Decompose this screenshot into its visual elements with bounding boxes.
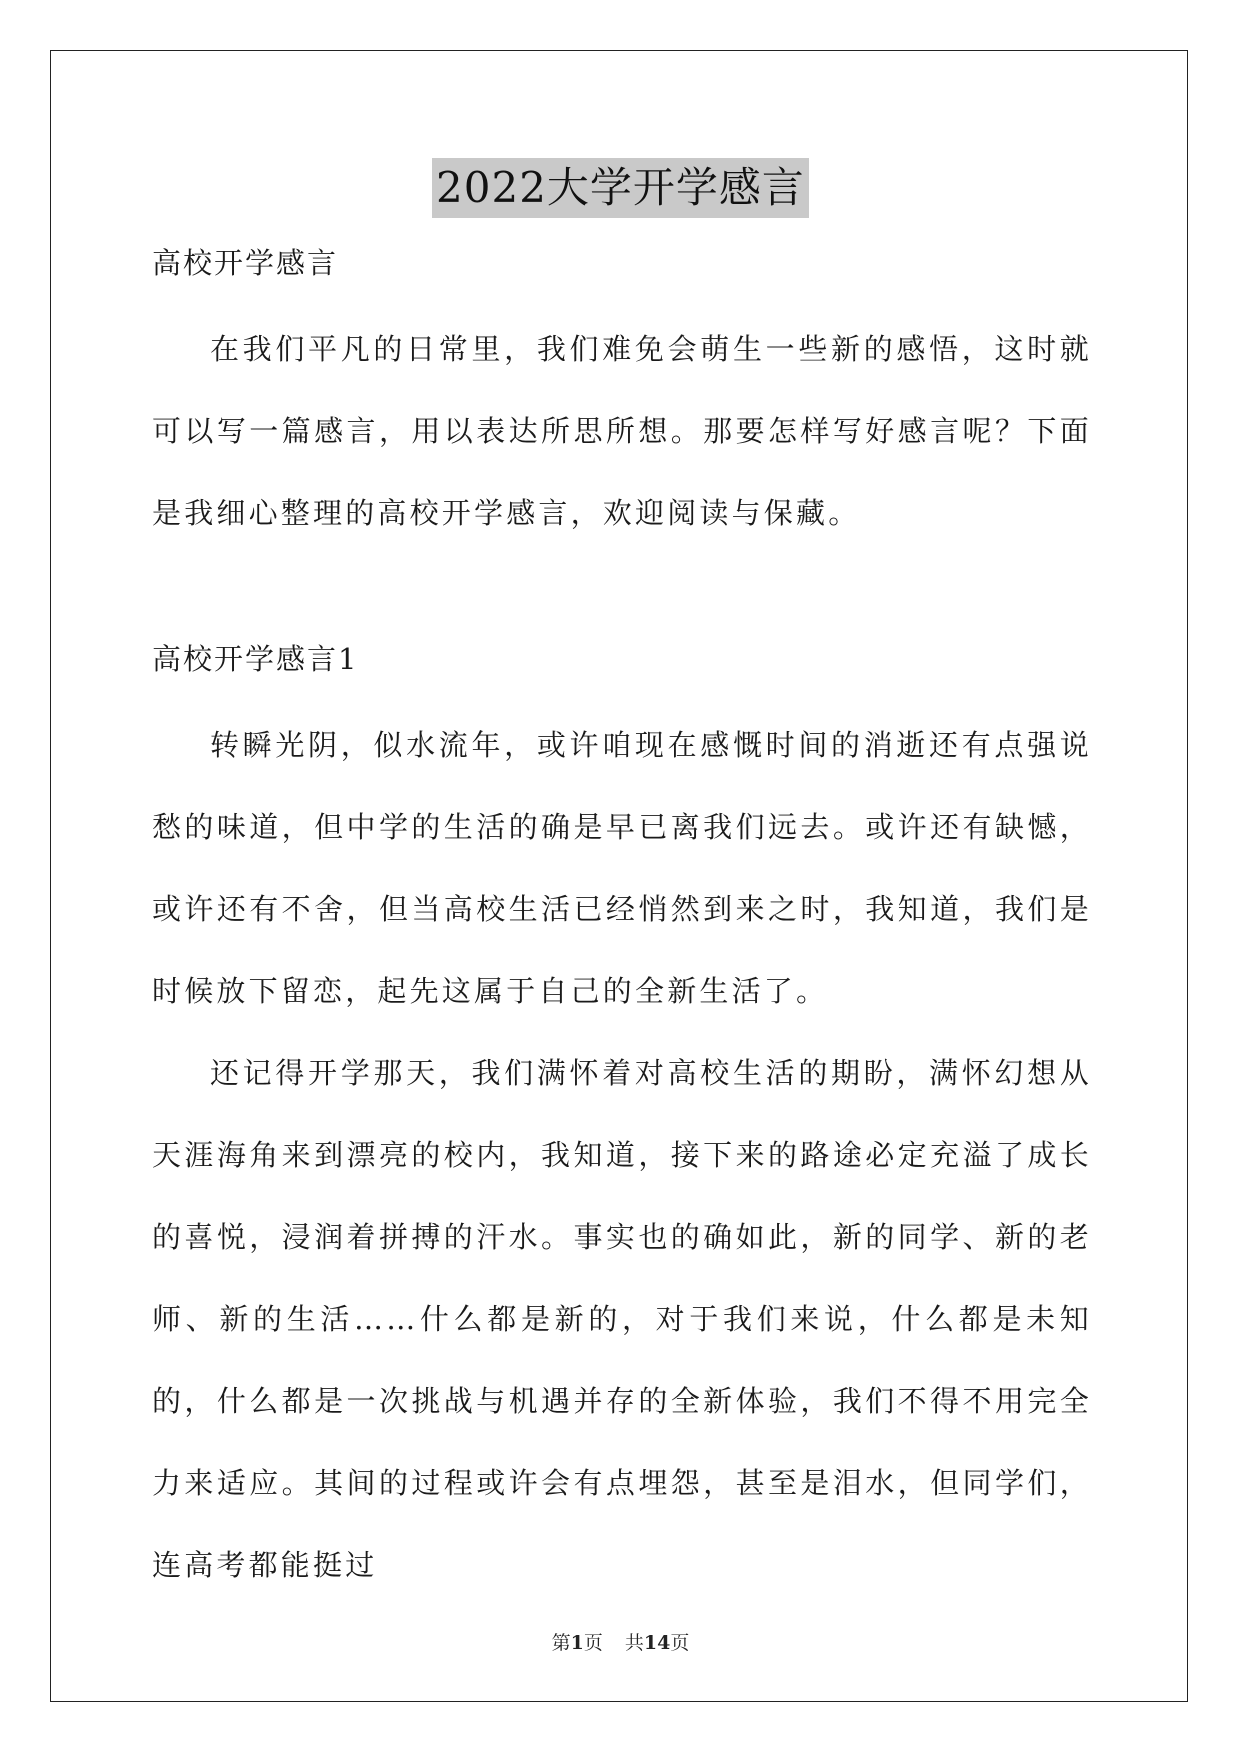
intro-paragraph: 在我们平凡的日常里，我们难免会萌生一些新的感悟，这时就可以写一篇感言，用以表达所思所想。那要怎样写好感言呢？下面是我细心整理的高校开学感言，欢迎阅读与保藏。 [152,332,1092,530]
section-heading: 高校开学感言 [152,246,339,280]
footer-page-suffix: 页 [583,1632,603,1654]
sub-heading: 高校开学感言1 [152,642,359,676]
footer-page-prefix: 第 [551,1632,571,1654]
body-paragraph-2: 还记得开学那天，我们满怀着对高校生活的期盼，满怀幻想从天涯海角来到漂亮的校内，我知道，接下来的路途必定充溢了成长的喜悦，浸润着拼搏的汗水。事实也的确如此，新的同学、新的老师、新的生活……什么都是新的，对于我们来说，什么都是未知的，什么都是一次挑战与机遇并存的全新体验，我们不得不用完全力来适应。其间的过程或许会有点埋怨，甚至是泪水，但同学们，连高考都能挺过 [152,1056,1092,1582]
footer-page-number: 1 [570,1632,584,1654]
body-paragraph-1: 转瞬光阴，似水流年，或许咱现在感慨时间的消逝还有点强说愁的味道，但中学的生活的确是早已离我们远去。或许还有缺憾，或许还有不舍，但当高校生活已经悄然到来之时，我知道，我们是时候放下留恋，起先这属于自己的全新生活了。 [152,728,1092,1008]
footer-total-suffix: 页 [670,1632,690,1654]
document-title: 2022大学开学感言 [432,158,809,218]
title-container [0,158,1241,218]
page-footer [0,1628,1241,1655]
document-body [152,230,1092,1606]
footer-total-pages: 14 [643,1632,671,1654]
footer-total-prefix: 共 [624,1632,644,1654]
